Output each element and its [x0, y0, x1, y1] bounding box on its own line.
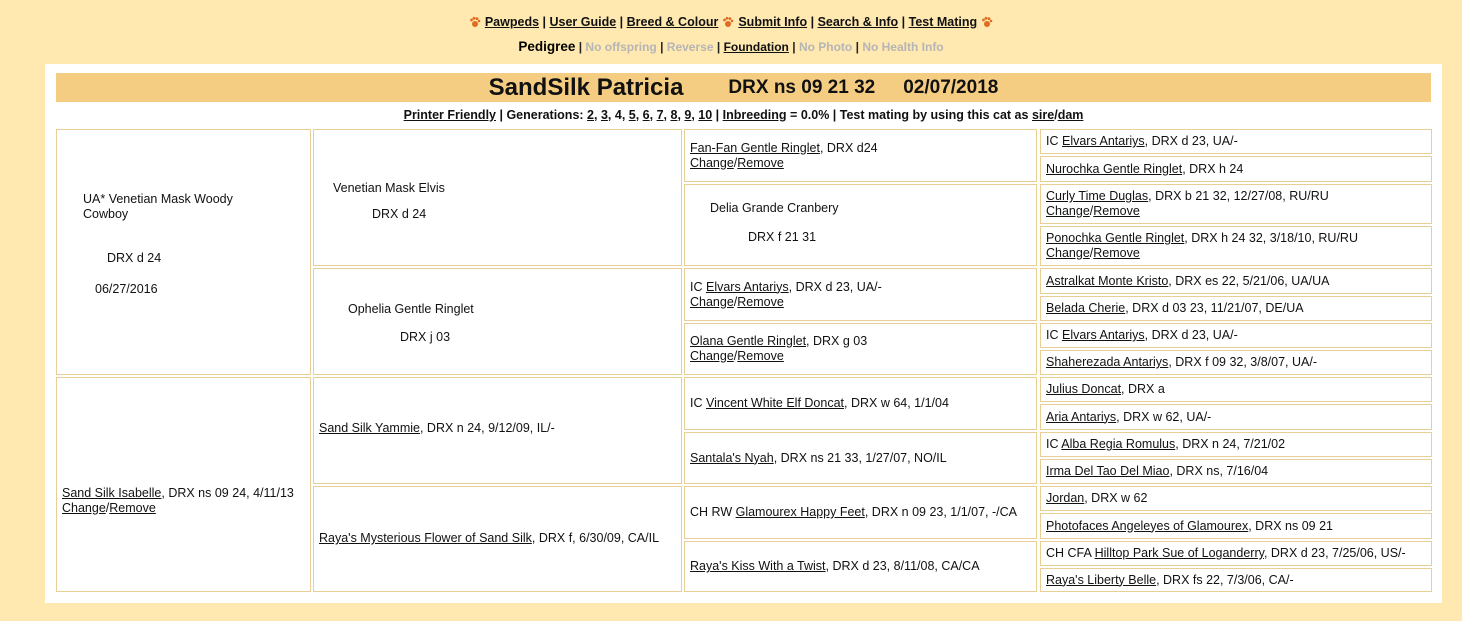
pedigree-options: Printer Friendly | Generations: 2, 3, 4, 5, 6, 7, 8, 9, 10 | Inbreeding = 0.0% | Test mating by using this cat as sire/dam	[403, 108, 1084, 122]
remove-link[interactable]: Remove	[109, 500, 156, 515]
gen4-cell-1: IC Elvars Antariys, DRX d 23, UA/-	[1040, 129, 1432, 154]
gen4-cell-3: Curly Time Duglas, DRX b 21 32, 12/27/08, RU/RU Change/Remove	[1040, 184, 1432, 224]
sire-dam-cell: Ophelia Gentle Ringlet DRX j 03	[313, 268, 682, 375]
pedigree-link[interactable]: Belada Cherie	[1046, 301, 1126, 315]
pedigree-link[interactable]: Sand Silk Yammie	[319, 421, 420, 435]
gen4-cell-10: Aria Antariys, DRX w 62, UA/-	[1040, 404, 1432, 430]
sire-sire-cell: Venetian Mask Elvis DRX d 24	[313, 129, 682, 266]
sd-dam-cell: Olana Gentle Ringlet, DRX g 03 Change/Remove	[684, 323, 1037, 375]
dam-name-link[interactable]: Sand Silk Isabelle	[62, 485, 162, 500]
remove-link[interactable]: Remove	[1093, 204, 1140, 218]
pedigree-link[interactable]: Raya's Liberty Belle	[1046, 572, 1157, 587]
sire-cell	[56, 129, 311, 375]
printer-friendly-link[interactable]: Printer Friendly	[403, 108, 496, 122]
sire-dob: 06/27/2016	[95, 282, 158, 296]
generation-8-link[interactable]: 8	[670, 108, 678, 122]
sire-ems: DRX d 24	[107, 251, 162, 265]
gen4-cell-13: Jordan, DRX w 62	[1040, 486, 1432, 511]
cat-dob: 02/07/2018	[903, 76, 999, 98]
gen4-cell-8: Shaherezada Antariys, DRX f 09 32, 3/8/07, UA/-	[1040, 350, 1432, 375]
sd-sire-cell: IC Elvars Antariys, DRX d 23, UA/- Change/Remove	[684, 268, 1037, 321]
generation-6-link[interactable]: 6	[642, 108, 650, 122]
subnav-pedigree: Pedigree	[518, 39, 576, 54]
gen4-cell-5: Astralkat Monte Kristo, DRX es 22, 5/21/06, UA/UA	[1040, 268, 1432, 294]
change-link[interactable]: Change	[1046, 246, 1090, 260]
dd-dam-cell: Raya's Kiss With a Twist, DRX d 23, 8/11/08, CA/CA	[684, 541, 1037, 592]
dam-cell: Sand Silk Isabelle, DRX ns 09 24, 4/11/13 Change/Remove	[56, 377, 311, 592]
test-mating-sire-link[interactable]: sire	[1031, 108, 1055, 122]
remove-link[interactable]: Remove	[1093, 246, 1140, 260]
pedigree-link[interactable]: Raya's Mysterious Flower of Sand Silk	[319, 531, 532, 545]
generation-2-link[interactable]: 2	[587, 108, 594, 122]
pedigree-link[interactable]: Elvars Antariys	[705, 279, 789, 294]
dd-sire-cell: CH RW Glamourex Happy Feet, DRX n 09 23, 1/1/07, -/CA	[684, 486, 1037, 539]
paw-icon	[981, 16, 993, 28]
change-link[interactable]: Change	[1046, 204, 1090, 218]
remove-link[interactable]: Remove	[737, 155, 784, 170]
cat-name: SandSilk Patricia	[488, 73, 684, 101]
pedigree-link[interactable]: Jordan	[1046, 491, 1085, 505]
sire-name: UA* Venetian Mask Woody Cowboy	[83, 192, 233, 221]
change-link[interactable]: Change	[690, 155, 734, 170]
paw-icon	[469, 16, 481, 28]
gen4-cell-9: Julius Doncat, DRX a	[1040, 377, 1432, 402]
cat-ems: DRX ns 09 21 32	[728, 76, 876, 98]
pedigree-link[interactable]: Fan-Fan Gentle Ringlet	[690, 140, 820, 155]
pedigree-panel	[45, 64, 1442, 603]
pedigree-link[interactable]: Raya's Kiss With a Twist	[690, 559, 826, 573]
subnav-foundation[interactable]: Foundation	[723, 40, 789, 54]
ds-sire-cell: IC Vincent White Elf Doncat, DRX w 64, 1/1/04	[684, 377, 1037, 430]
gen4-cell-16: Raya's Liberty Belle, DRX fs 22, 7/3/06, CA/-	[1040, 568, 1432, 592]
pedigree-link[interactable]: Vincent White Elf Doncat	[705, 396, 845, 410]
gen4-cell-12: Irma Del Tao Del Miao, DRX ns, 7/16/04	[1040, 459, 1432, 484]
pedigree-link[interactable]: Curly Time Duglas	[1046, 189, 1149, 203]
generation-10-link[interactable]: 10	[698, 108, 713, 122]
pedigree-link[interactable]: Santala's Nyah	[690, 450, 774, 465]
dam-sire-cell: Sand Silk Yammie, DRX n 24, 9/12/09, IL/-	[313, 377, 682, 484]
nav-search-info[interactable]: Search & Info	[817, 15, 899, 29]
subnav-reverse: Reverse	[666, 40, 714, 54]
change-link[interactable]: Change	[690, 349, 734, 363]
generation-3-link[interactable]: 3	[600, 108, 608, 122]
cat-title-bar	[56, 73, 1431, 102]
remove-link[interactable]: Remove	[737, 349, 784, 363]
gen4-cell-11: IC Alba Regia Romulus, DRX n 24, 7/21/02	[1040, 432, 1432, 457]
pedigree-link[interactable]: Photofaces Angeleyes of Glamourex	[1046, 518, 1249, 533]
subnav-no-photo: No Photo	[798, 40, 853, 54]
dam-dam-cell: Raya's Mysterious Flower of Sand Silk, DRX f, 6/30/09, CA/IL	[313, 486, 682, 592]
change-link[interactable]: Change	[62, 500, 106, 515]
pedigree-link[interactable]: Ponochka Gentle Ringlet	[1046, 231, 1185, 245]
pedigree-link[interactable]: Nurochka Gentle Ringlet	[1046, 161, 1183, 176]
nav-pawpeds[interactable]: Pawpeds	[484, 15, 540, 29]
gen4-cell-7: IC Elvars Antariys, DRX d 23, UA/-	[1040, 323, 1432, 348]
gen4-cell-4: Ponochka Gentle Ringlet, DRX h 24 32, 3/18/10, RU/RU Change/Remove	[1040, 226, 1432, 266]
gen4-cell-14: Photofaces Angeleyes of Glamourex, DRX ns 09 21	[1040, 513, 1432, 539]
ds-dam-cell: Santala's Nyah, DRX ns 21 33, 1/27/07, NO/IL	[684, 432, 1037, 484]
subnav-no-offspring: No offspring	[585, 40, 657, 54]
pedigree-link[interactable]: Alba Regia Romulus	[1061, 437, 1176, 451]
change-link[interactable]: Change	[690, 294, 734, 309]
gen4-cell-15: CH CFA Hilltop Park Sue of Loganderry, DRX d 23, 7/25/06, US/-	[1040, 541, 1432, 566]
nav-submit-info[interactable]: Submit Info	[738, 15, 808, 29]
generation-5-link[interactable]: 5	[628, 108, 636, 122]
nav-breed-colour[interactable]: Breed & Colour	[626, 15, 719, 29]
nav-user-guide[interactable]: User Guide	[549, 15, 617, 29]
pedigree-link[interactable]: Shaherezada Antariys	[1046, 355, 1169, 369]
top-navigation: Pawpeds | User Guide | Breed & Colour Submit Info | Search & Info | Test Mating	[0, 15, 1462, 29]
pedigree-link[interactable]: Elvars Antariys	[1061, 328, 1145, 342]
pedigree-link[interactable]: Glamourex Happy Feet	[735, 505, 865, 519]
pedigree-link[interactable]: Julius Doncat	[1046, 382, 1122, 396]
generation-9-link[interactable]: 9	[684, 108, 692, 122]
paw-icon	[722, 16, 734, 28]
generation-4-current: 4	[614, 108, 622, 122]
ss-sire-cell: Fan-Fan Gentle Ringlet, DRX d24 Change/Remove	[684, 129, 1037, 182]
pedigree-link[interactable]: Aria Antariys	[1046, 409, 1117, 424]
nav-test-mating[interactable]: Test Mating	[908, 15, 978, 29]
pedigree-link[interactable]: Irma Del Tao Del Miao	[1046, 464, 1170, 478]
remove-link[interactable]: Remove	[737, 294, 784, 309]
subnav-no-health-info: No Health Info	[862, 40, 944, 54]
generation-7-link[interactable]: 7	[656, 108, 664, 122]
pedigree-subnav: Pedigree | No offspring | Reverse | Foundation | No Photo | No Health Info	[518, 39, 944, 54]
pedigree-link[interactable]: Elvars Antariys	[1061, 134, 1145, 148]
inbreeding-value: = 0.0%	[790, 108, 830, 122]
pedigree-link[interactable]: Olana Gentle Ringlet	[690, 334, 807, 348]
gen4-cell-6: Belada Cherie, DRX d 03 23, 11/21/07, DE/UA	[1040, 296, 1432, 321]
test-mating-dam-link[interactable]: dam	[1057, 108, 1084, 122]
gen4-cell-2: Nurochka Gentle Ringlet, DRX h 24	[1040, 156, 1432, 182]
pedigree-link[interactable]: Hilltop Park Sue of Loganderry	[1094, 546, 1264, 560]
ss-dam-cell: Delia Grande Cranbery DRX f 21 31	[684, 184, 1037, 266]
inbreeding-link[interactable]: Inbreeding	[722, 108, 787, 122]
pedigree-link[interactable]: Astralkat Monte Kristo	[1046, 273, 1169, 288]
